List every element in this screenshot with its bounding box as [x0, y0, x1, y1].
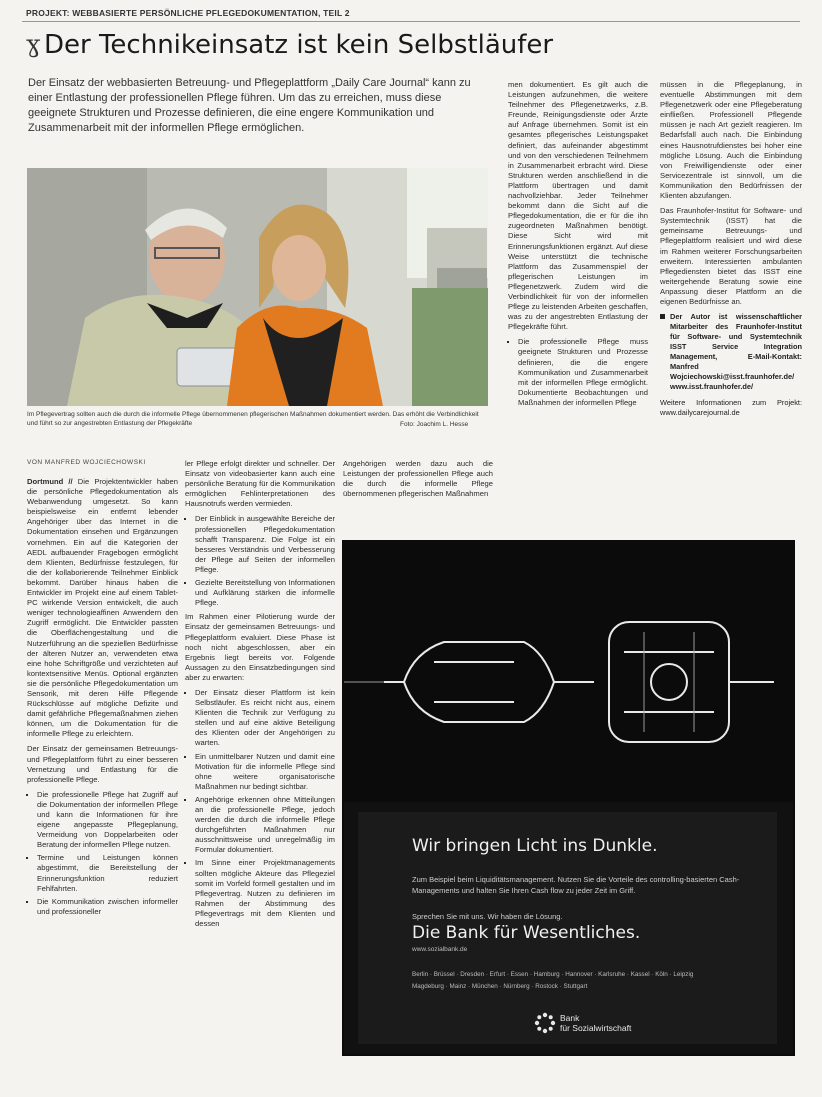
- ad-headline: Wir bringen Licht ins Dunkle.: [412, 836, 658, 856]
- col3-paragraph-1: Angehörigen werden dazu auch die Leistungen der professionellen Pflege auch die durch die informelle Pflege übernommenen pflegerischen Maßnahmen: [343, 459, 493, 499]
- article-lead: Der Einsatz der webbasierten Betreuung- und Pflegeplattform „Daily Care Journal“ kann zu einer Entlastung der professionellen Pflege führen. Um das zu erreichen, muss diese geeignete Strukturen und Prozesse definieren, die eine engere Kommunikation und Zusammenarbeit mit der informellen Pflege ermöglichen.: [28, 77, 471, 134]
- ad-lightbulb-image: [344, 542, 793, 802]
- author-bullet-icon: [660, 314, 665, 319]
- list-item: ▪ Die professionelle Pflege muss geeignete Strukturen und Prozesse definieren, die die engere Kommunikation und Zusammenarbeit mit der informellen Pflege ermöglicht. Dokumentierte Beobachtungen und Maßnahmen der informellen Pflege: [518, 337, 648, 408]
- author-note: Der Autor ist wissenschaftlicher Mitarbeiter des Fraunhofer-Institut für Software- und Systemtechnik ISST Service Integration Management, E-Mail-Kontakt: Manfred Wojciechowski@isst.fraunhofer.de/ www.isst.fraunhofer.de/: [670, 312, 802, 392]
- col5-paragraph-1: müssen in die Pflegeplanung, in eventuelle Abstimmungen mit dem Pflegenetzwerk oder eine Pflegeberatung einfließen. Professionell Pflegende müssen je nach Art gezielt reagieren. Im Bedarfsfall auch nach. Die Einbindung eines Hausnotrufdienstes bei hoher eine mögliche Lösung. Auch die Einbindung von Freiwilligendienste oder einer Servicezentrale ist sinnvoll, um die Kommunikation den Bedürfnissen der Klienten abzufangen.: [660, 80, 802, 201]
- column-5: [660, 80, 802, 418]
- bank-logo-line-1: Bank: [560, 1013, 580, 1023]
- col2-paragraph-1: ler Pflege erfolgt direkter und schneller. Der Einsatz von videobasierter kann auch eine persönliche Beratung für die Kommunikation ermöglichen Fehlinterpretationen des Hausnotrufs werden vermieden.: [185, 459, 335, 509]
- list-item: ▪ Der Einblick in ausgewählte Bereiche der professionellen Pflegedokumentation schafft Transparenz. Die Folge ist ein besseres Verständnis und Verbesserung der Pflege auf Seiten der informellen Pflege.: [195, 514, 335, 575]
- column-1: [27, 477, 178, 921]
- list-item: ▪ Angehörige erkennen ohne Mitteilungen an die professionelle Pflege, jedoch werden die durch die informelle Pflege durchgeführten Maßnahmen nur ausschnittsweise und unregelmäßig im Formular dokumentiert.: [195, 795, 335, 856]
- section-mark-icon: ɣ: [26, 30, 41, 58]
- bank-logo-text: [560, 1013, 631, 1033]
- column-2: [185, 459, 335, 933]
- photo-caption: Im Pflegevertrag sollten auch die durch die informelle Pflege übernommenen pflegerischen Maßnahmen dokumentiert werden. Das erhöht die Verbindlichkeit und führt so zur angestrebten Entlastung der Pflegekräfte: [27, 411, 479, 427]
- ad-body: Zum Beispiel beim Liquiditätsmanagement. Nutzen Sie die Vorteile des controlling-basierten Cash-Managements und halten Sie Ihren Cash flow zu jeder Zeit im Griff.: [412, 875, 740, 895]
- list-item: ▪ Im Sinne einer Projektmanagements sollten mögliche Akteure das Pflegeziel somit im Vorfeld formell gestalten und im Pflegevertrag. Nutzen zu definieren im Rahmen der Abstimmung des Pflegevertrags mit dem Klienten und dessen: [195, 858, 335, 929]
- photo-illustration: [27, 168, 488, 406]
- dateline: Dortmund //: [27, 477, 73, 486]
- col1-paragraph-2: Der Einsatz der gemeinsamen Betreuungs- und Pflegeplattform führt zu einer besseren Vernetzung und Entlastung für die professionelle Pflege.: [27, 744, 178, 784]
- bank-logo: [534, 1012, 754, 1042]
- ad-text-panel: [358, 812, 777, 1044]
- list-item: ▪ Die professionelle Pflege hat Zugriff auf die Dokumentation der informellen Pflege und kann die Informationen für ihre eigene angepasste Pflegeplanung, Vermeidung von Doppelarbeiten oder Beratung der informellen Pflege nutzen.: [37, 790, 178, 851]
- article-title: Der Technikeinsatz ist kein Selbstläufer: [44, 30, 554, 60]
- byline: VON MANFRED WOJCIECHOWSKI: [27, 459, 146, 466]
- advertisement: [342, 540, 795, 1056]
- ad-subline: Sprechen Sie mit uns. Wir haben die Lösung.: [412, 912, 563, 921]
- list-item: ▪ Die Kommunikation zwischen informeller und professioneller: [37, 897, 178, 917]
- photo-credit: Foto: Joachim L. Hesse: [400, 421, 469, 428]
- bank-logo-icon: [534, 1012, 556, 1034]
- lightbulb-icon: [344, 542, 793, 802]
- list-item: ▪ Termine und Leistungen können abgestimmt, die Bereitstellung der Erinnerungsfunktion reduziert Fehlfahrten.: [37, 853, 178, 893]
- ad-bank-slogan: Die Bank für Wesentliches.: [412, 923, 641, 943]
- ad-url[interactable]: www.sozialbank.de: [412, 946, 468, 953]
- bank-logo-line-2: für Sozialwirtschaft: [560, 1023, 632, 1033]
- ad-cities-line-2: Magdeburg · Mainz · München · Nürnberg · Rostock · Stuttgart: [412, 983, 588, 990]
- list-item: ▪ Gezielte Bereitstellung von Informationen und Aufklärung stärken die informelle Pflege.: [195, 578, 335, 608]
- list-item: ▪ Ein unmittelbarer Nutzen und damit eine Motivation für die informelle Pflege sind ohne weitere organisatorische Maßnahmen nur bedingt sichtbar.: [195, 752, 335, 792]
- header-rule: [22, 21, 800, 22]
- more-info: Weitere Informationen zum Projekt: www.dailycarejournal.de: [660, 398, 802, 418]
- list-item: ▪ Der Einsatz dieser Plattform ist kein Selbstläufer. Es reicht nicht aus, einem Klienten die Technik zur Verfügung zu stellen und auf eine aktive Beteiligung des Klienten oder der Angehörigen zu warten.: [195, 688, 335, 749]
- article-photo: [27, 168, 488, 406]
- column-3: [343, 459, 493, 504]
- column-4: [508, 80, 648, 412]
- col4-paragraph-1: men dokumentiert. Es gilt auch die Leistungen aufzunehmen, die weitere Teilnehmer des Pflegenetzwerks, z.B. Freunde, Reinigungsdienste oder Ärzte auf Anfrage übernehmen. Somit ist ein gesamtes pflegerisches Leistungspaket definiert, das aufeinander abgestimmt und von den verschiedenen Teilnehmern in Zusammenarbeit erbracht wird. Diese Strukturen werden anschließend in die Plattform übertragen und damit nachvollziehbar. Jeder Teilnehmer bekommt dann die Sicht auf die Pflegedokumentation, die er für die ihn zugeordneten Maßnahmen benötigt. Diese Sicht wird mit Erinnerungsfunktionen ergänzt. Auf diese Weise unterstützt die technische Plattform das Zusammenspiel der pflegerischen Leistungen im Pflegenetzwerk. Zudem wird die Verbindlichkeit für von der informellen Pflege zu leistenden Arbeiten geschaffen, was zu der angestrebten Entlastung der Pflegekräfte führt.: [508, 80, 648, 332]
- col1-paragraph-1: Die Projektentwickler haben die persönliche Pflegedokumentation als Webanwendung umgesetzt. So kann beispielsweise ein entfernt lebender Angehöriger über das Internet in die Dokumentation einsehen und Ergänzungen vornehmen. Ein auf die Kategorien der AEDL aufbauender Fragebogen ermöglicht dem Klienten, Bedürfnisse festzulegen, für die der kollaborierende Teilnehmer Einblick bekommt. Darüber hinaus haben die Entwickler im Projekt eine auf einem Tablet-PC wirkende Version entwickelt, die auch weniger technologieaffinen Anwendern den Zugriff ermöglicht. Die Entwickler passten die Oberflächengestaltung und die Nutzerführung an die speziellen Bedürfnisse der älteren Nutzer an, verwendeten etwa eine hohe Schriftgröße und verzichteten auf kontextsensitive Menüs. Optional ergänzten sie die persönliche Pflegedokumentation um Sensorik, mit deren Hilfe Pflegende Rückschlüsse auf mögliche Defizite und damit gefährliche Pflegemaßnahmen ziehen können, um die Dokumentation für die informelle Pflege zu erleichtern.: [27, 477, 178, 739]
- kicker: PROJEKT: WEBBASIERTE PERSÖNLICHE PFLEGEDOKUMENTATION, TEIL 2: [26, 8, 350, 18]
- ad-cities-line-1: Berlin · Brüssel · Dresden · Erfurt · Essen · Hamburg · Hannover · Karlsruhe · Kassel · Köln · Leipzig: [412, 971, 694, 978]
- ad-cities: [412, 969, 772, 993]
- col5-paragraph-2: Das Fraunhofer-Institut für Software- und Systemtechnik (ISST) hat die gemeinsame Betreuungs- und Pflegeplattform realisiert und wird diese im Rahmen weiterer Forschungsarbeiten erweitern. Interessierten ambulanten Pflegediensten bietet das ISST eine weitergehende Beratung sowie eine Anpassung dieser Plattform an die eigenen Bedürfnisse an.: [660, 206, 802, 306]
- col2-paragraph-2: Im Rahmen einer Pilotierung wurde der Einsatz der gemeinsamen Betreuungs- und Pflegeplattform evaluiert. Diese Phase ist noch nicht abgeschlossen, aber ein Ergebnis liegt bereits vor. Folgende Aussagen zu den Einsatzbedingungen sind aber zu erwarten:: [185, 612, 335, 682]
